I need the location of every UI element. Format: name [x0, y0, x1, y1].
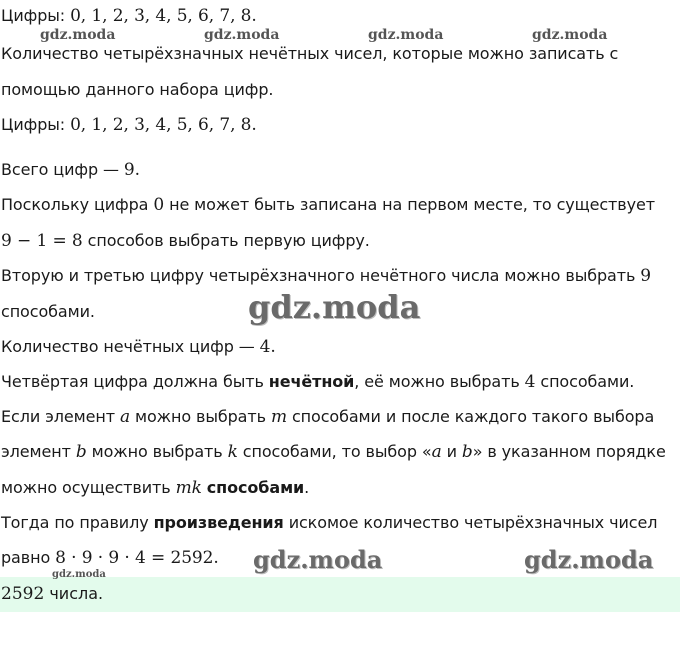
rule-text-e: можно выбрать: [86, 442, 228, 461]
solution-digits-line: [1, 115, 257, 135]
first-digit-text-b: не может быть записана на первом месте, то существует: [164, 195, 655, 214]
rule-text-h: можно осуществить: [1, 478, 176, 497]
first-digit-text-a: Поскольку цифра: [1, 195, 154, 214]
solution-digits-value: 0, 1, 2, 3, 4, 5, 6, 7, 8.: [70, 115, 257, 135]
fourth-bold: нечётной: [268, 372, 355, 391]
second-third-end-line: способами.: [1, 302, 95, 321]
watermark-large: gdz.moda: [248, 288, 421, 326]
fourth-digit-line: [1, 372, 634, 392]
var-b: b: [75, 442, 87, 462]
answer-value: 2592: [1, 584, 45, 604]
rule-text-b: можно выбрать: [130, 407, 271, 426]
watermark-large: gdz.moda: [524, 545, 654, 574]
digits-line: [1, 6, 257, 26]
odd-count-text: Количество нечётных цифр —: [1, 337, 260, 356]
var-m: m: [270, 407, 287, 427]
first-ways-text: способов выбрать первую цифру.: [82, 231, 370, 250]
odd-count-line: [1, 337, 276, 357]
first-ways-formula: 9 − 1 = 8: [1, 231, 83, 251]
var-b: b: [461, 442, 473, 462]
second-third-value: 9: [640, 266, 652, 286]
watermark: gdz.moda: [40, 27, 116, 43]
var-a: a: [119, 407, 130, 427]
fourth-text-c: способами.: [535, 372, 635, 391]
odd-count-value: 4.: [259, 337, 276, 357]
total-digits-line: [1, 160, 140, 180]
watermark-tiny: gdz.moda: [52, 569, 106, 580]
var-mk: mk: [175, 478, 202, 498]
watermark: gdz.moda: [532, 27, 608, 43]
rule-text-c: способами и после каждого такого выбора: [286, 407, 655, 426]
rule-line-2: [1, 442, 666, 462]
rule-line-3: [1, 478, 309, 498]
rule-text-f: способами, то выбор «: [237, 442, 432, 461]
var-k: k: [227, 442, 238, 462]
digits-label: Цифры:: [1, 6, 66, 25]
fourth-value: 4: [524, 372, 536, 392]
rule-end: .: [304, 478, 310, 497]
answer-box: [0, 577, 680, 612]
product-text-a: Тогда по правилу: [1, 513, 154, 532]
rule-text-g: » в указанном порядке: [472, 442, 666, 461]
answer-line: [1, 584, 103, 604]
product-line-2: [1, 548, 219, 568]
task-line-2: помощью данного набора цифр.: [1, 80, 274, 99]
rule-text-a: Если элемент: [1, 407, 120, 426]
total-digits-text: Всего цифр —: [1, 160, 124, 179]
fourth-text-b: , её можно выбрать: [354, 372, 525, 391]
solution-digits-label: Цифры:: [1, 115, 66, 134]
first-digit-line: [1, 195, 655, 215]
digits-value: 0, 1, 2, 3, 4, 5, 6, 7, 8.: [70, 6, 257, 26]
task-line-1: Количество четырёхзначных нечётных чисел, которые можно записать с: [1, 44, 619, 63]
rule-bold: способами: [206, 478, 305, 497]
product-line-1: [1, 513, 657, 533]
first-ways-line: [1, 231, 370, 251]
var-a: a: [431, 442, 442, 462]
second-third-line: [1, 266, 651, 286]
product-bold: произведения: [153, 513, 284, 532]
watermark-large: gdz.moda: [253, 545, 383, 574]
rule-line-1: [1, 407, 654, 427]
watermark: gdz.moda: [204, 27, 280, 43]
total-digits-value: 9.: [123, 160, 140, 180]
zero-value: 0: [153, 195, 165, 215]
rule-text-d: элемент: [1, 442, 76, 461]
rule-and: и: [441, 442, 462, 461]
product-text-b: искомое количество четырёхзначных чисел: [283, 513, 658, 532]
answer-text: числа.: [44, 584, 104, 603]
fourth-text-a: Четвёртая цифра должна быть: [1, 372, 269, 391]
product-text-c: равно: [1, 548, 56, 567]
watermark: gdz.moda: [368, 27, 444, 43]
product-formula: 8 · 9 · 9 · 4 = 2592.: [55, 548, 219, 568]
second-third-text: Вторую и третью цифру четырёхзначного нечётного числа можно выбрать: [1, 266, 641, 285]
